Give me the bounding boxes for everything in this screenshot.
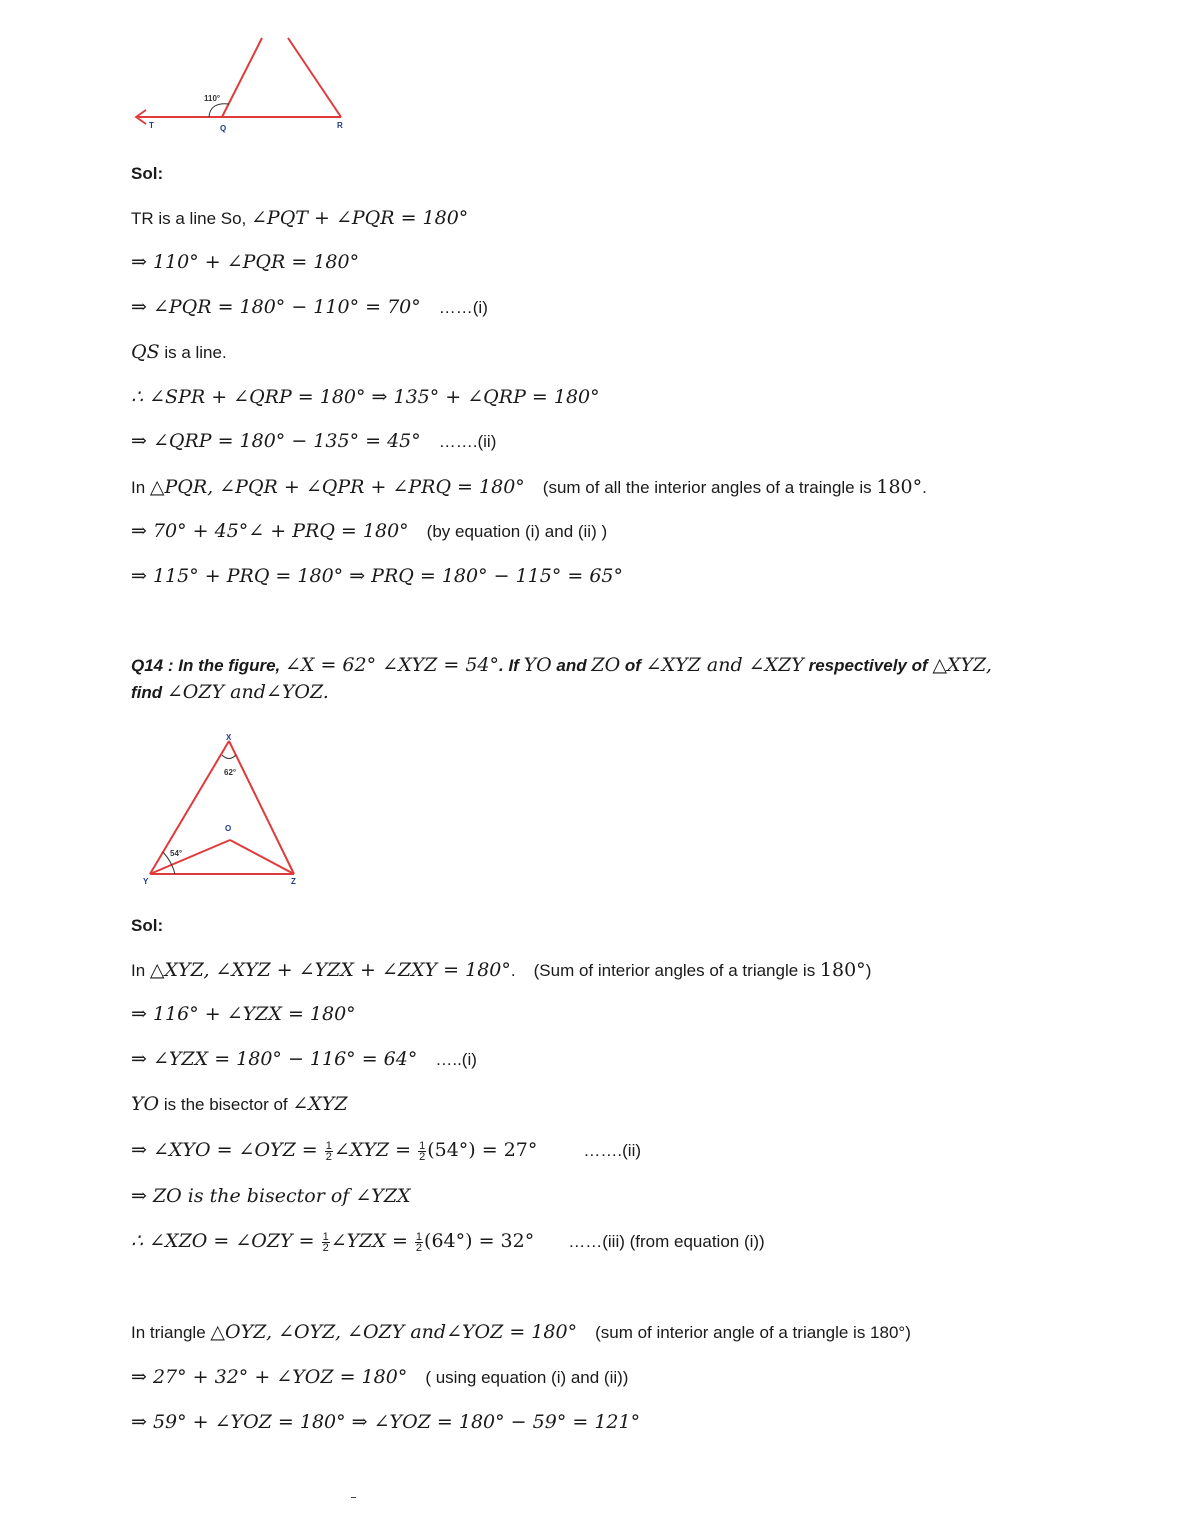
fraction-half: $\frac{1}{2}$ bbox=[322, 1231, 329, 1255]
q14-t1: In the figure, bbox=[173, 656, 285, 675]
sol2-line-1 bbox=[131, 958, 871, 983]
point-label-r: R bbox=[337, 121, 343, 130]
side-xz bbox=[229, 741, 294, 874]
q14-t3: and bbox=[551, 656, 592, 675]
sol1-line-4 bbox=[131, 340, 227, 365]
sol1-line-8-note: (by equation (i) and (ii) ) bbox=[426, 522, 608, 541]
sol2-line-4-math: YO bbox=[131, 1093, 160, 1115]
sol2-line-7-b: ∠YZX = bbox=[330, 1230, 414, 1252]
sol2-line-3-math: ⇒ ∠YZX = 180° − 116° = 64° bbox=[131, 1048, 418, 1070]
sol2-line-5-c: (54°) = 27° bbox=[427, 1139, 538, 1161]
sol1-line-9: ⇒ 115° + PRQ = 180° ⇒ PRQ = 180° − 115° = 65° bbox=[131, 565, 624, 587]
q14-m5: △XYZ, bbox=[932, 654, 992, 676]
q14-m1: ∠X = 62° ∠XYZ = 54° bbox=[284, 654, 500, 676]
figure-2-diagram bbox=[0, 720, 1190, 920]
point-label-z: Z bbox=[291, 877, 296, 886]
sol2-line-8-note: (sum of interior angle of a triangle is 180°) bbox=[595, 1323, 911, 1342]
sol2-line-1-note: (Sum of interior angles of a triangle is bbox=[533, 961, 820, 980]
q14-m4: ∠XYZ and ∠XZY bbox=[645, 654, 804, 676]
point-label-t: T bbox=[149, 121, 154, 130]
sol1-line-7-note: (sum of all the interior angles of a traingle is bbox=[542, 478, 877, 497]
angle-label-54: 54° bbox=[170, 849, 183, 858]
sol2-line-5 bbox=[131, 1138, 641, 1163]
sol2-line-1-end: . bbox=[510, 961, 516, 980]
sol1-line-2: ⇒ 110° + ∠PQR = 180° bbox=[131, 251, 360, 273]
sol1-line-1 bbox=[131, 206, 468, 231]
sol2-line-5-a: ⇒ ∠XYO = ∠OYZ = bbox=[131, 1139, 324, 1161]
q14-line-1 bbox=[131, 653, 992, 678]
sol1-line-8 bbox=[131, 519, 607, 544]
sol2-line-9-math: ⇒ 27° + 32° + ∠YOZ = 180° bbox=[131, 1366, 408, 1388]
sol1-line-6-note: …….(ii) bbox=[438, 432, 497, 451]
sol1-heading: Sol: bbox=[131, 164, 164, 183]
q14-m3: ZO bbox=[591, 654, 621, 676]
angle-label-62: 62° bbox=[224, 768, 237, 777]
sol2-line-8 bbox=[131, 1320, 911, 1345]
point-label-o: O bbox=[225, 824, 232, 833]
sol1-line-6 bbox=[131, 429, 496, 454]
sol1-line-7-text: In bbox=[131, 478, 150, 497]
side-pr bbox=[288, 38, 341, 117]
sol1-line-1-text: TR is a line So, bbox=[131, 209, 251, 228]
q14-label: Q14 : bbox=[131, 656, 174, 675]
sol2-line-6: ⇒ ZO is the bisector of ∠YZX bbox=[131, 1185, 411, 1207]
sol1-line-7 bbox=[131, 475, 927, 500]
fraction-half: $\frac{1}{2}$ bbox=[419, 1140, 426, 1164]
sol2-line-7-note: ……(iii) (from equation (i)) bbox=[568, 1232, 765, 1251]
sol2-line-1-note-end: ) bbox=[865, 961, 872, 980]
side-qp bbox=[222, 38, 262, 117]
sol2-line-4-math-2: ∠XYZ bbox=[292, 1093, 348, 1115]
fraction-half: $\frac{1}{2}$ bbox=[415, 1231, 423, 1255]
point-label-q: Q bbox=[220, 124, 227, 133]
sol2-line-1-math: △XYZ, ∠XYZ + ∠YZX + ∠ZXY = 180° bbox=[149, 959, 511, 981]
sol2-line-1-text: In bbox=[131, 961, 150, 980]
point-label-x: X bbox=[226, 733, 232, 742]
angle-arc-x bbox=[222, 755, 236, 759]
sol2-line-9 bbox=[131, 1365, 628, 1390]
sol1-line-7-note-math: 180° bbox=[876, 476, 923, 498]
sol2-line-7-c: (64°) = 32° bbox=[424, 1230, 535, 1252]
sol2-line-7 bbox=[131, 1229, 765, 1254]
sol1-line-4-math: QS bbox=[131, 341, 160, 363]
sol2-line-10: ⇒ 59° + ∠YOZ = 180° ⇒ ∠YOZ = 180° − 59° = 121° bbox=[131, 1411, 641, 1433]
sol2-heading: Sol: bbox=[131, 916, 164, 935]
page-mark bbox=[351, 1497, 356, 1498]
sol1-line-8-math: ⇒ 70° + 45°∠ + PRQ = 180° bbox=[131, 520, 409, 542]
sol1-line-7-note-end: . bbox=[922, 478, 927, 497]
sol1-line-7-math: △PQR, ∠PQR + ∠QPR + ∠PRQ = 180° bbox=[149, 476, 525, 498]
bisector-yo bbox=[150, 840, 230, 874]
q14-t2: . If bbox=[499, 656, 524, 675]
q14-t4: of bbox=[620, 656, 646, 675]
sol1-line-3 bbox=[131, 295, 488, 320]
sol1-line-4-text: is a line. bbox=[159, 343, 227, 362]
sol2-line-4 bbox=[131, 1092, 348, 1117]
sol2-line-1-note-math: 180° bbox=[819, 959, 866, 981]
q14-m2: YO bbox=[523, 654, 552, 676]
sol2-line-2: ⇒ 116° + ∠YZX = 180° bbox=[131, 1003, 356, 1025]
point-label-y: Y bbox=[143, 877, 149, 886]
sol2-line-5-b: ∠XYZ = bbox=[333, 1139, 418, 1161]
q14-t5: respectively of bbox=[803, 656, 933, 675]
sol1-line-3-note: ……(i) bbox=[438, 298, 488, 317]
sol1-line-3-math: ⇒ ∠PQR = 180° − 110° = 70° bbox=[131, 296, 421, 318]
q14-m6: ∠OZY and∠YOZ. bbox=[166, 681, 329, 703]
sol1-line-5: ∴ ∠SPR + ∠QRP = 180° ⇒ 135° + ∠QRP = 180° bbox=[131, 386, 600, 408]
fraction-half: $\frac{1}{2}$ bbox=[325, 1140, 332, 1164]
sol2-line-4-text: is the bisector of bbox=[159, 1095, 293, 1114]
sol2-line-8-math: △OYZ, ∠OYZ, ∠OZY and∠YOZ = 180° bbox=[210, 1321, 578, 1343]
q14-line-2 bbox=[131, 680, 329, 705]
sol1-line-1-math: ∠PQT + ∠PQR = 180° bbox=[251, 207, 469, 229]
sol2-line-5-note: …….(ii) bbox=[583, 1141, 642, 1160]
figure-1-diagram bbox=[0, 0, 1190, 160]
sol2-line-7-a: ∴ ∠XZO = ∠OZY = bbox=[131, 1230, 321, 1252]
sol1-line-6-math: ⇒ ∠QRP = 180° − 135° = 45° bbox=[131, 430, 421, 452]
sol2-line-3 bbox=[131, 1047, 477, 1072]
sol2-line-9-note: ( using equation (i) and (ii)) bbox=[425, 1368, 629, 1387]
sol2-line-3-note: …..(i) bbox=[435, 1050, 477, 1069]
sol2-line-8-text: In triangle bbox=[131, 1323, 211, 1342]
angle-label-110: 110° bbox=[204, 94, 221, 103]
bisector-zo bbox=[230, 840, 294, 874]
q14-t6: find bbox=[131, 683, 167, 702]
